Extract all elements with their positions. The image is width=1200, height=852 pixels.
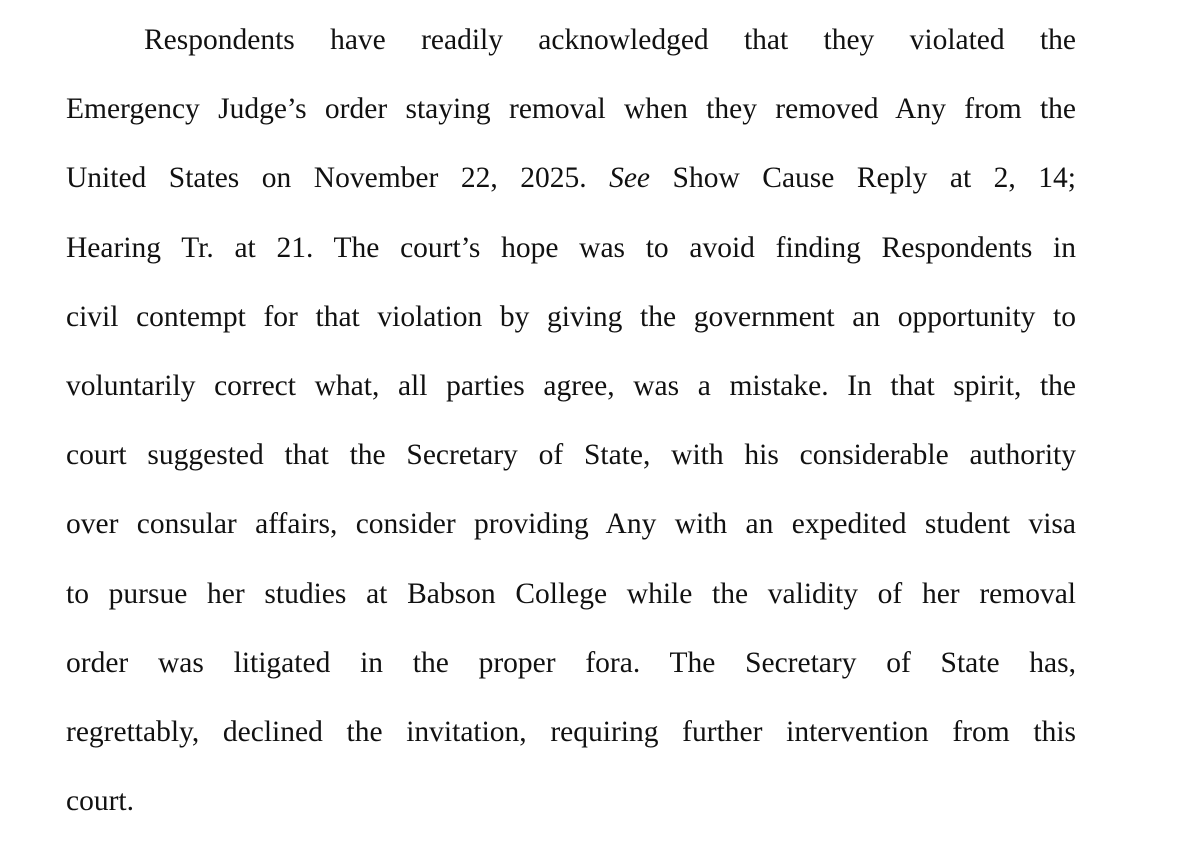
paragraph-line: Respondents have readily acknowledged that they violated the (144, 24, 1076, 56)
paragraph-line: Emergency Judge’s order staying removal when they removed Any from the (66, 93, 1076, 126)
paragraph-line-text: United States on November 22, 2025. (66, 162, 610, 195)
paragraph-line: order was litigated in the proper fora. The Secretary of State has, (66, 646, 1076, 679)
citation-signal-see: See (609, 162, 651, 195)
paragraph-line: voluntarily correct what, all parties agree, was a mistake. In that spirit, the (66, 369, 1076, 402)
paragraph-line-text: Show Cause Reply at 2, 14; (650, 162, 1076, 195)
paragraph-line: Hearing Tr. at 21. The court’s hope was to avoid finding Respondents in (66, 231, 1076, 264)
paragraph-line: court suggested that the Secretary of State, with his considerable authority (66, 439, 1076, 472)
paragraph-line (66, 156, 1076, 225)
body-paragraph (66, 18, 1076, 848)
paragraph-line: court. (66, 785, 134, 818)
paragraph-line: civil contempt for that violation by giving the government an opportunity to (66, 300, 1076, 333)
paragraph-line: regrettably, declined the invitation, requiring further intervention from this (66, 715, 1076, 748)
paragraph-line: to pursue her studies at Babson College while the validity of her removal (66, 577, 1076, 610)
paragraph-line: over consular affairs, consider providing Any with an expedited student visa (66, 508, 1076, 541)
